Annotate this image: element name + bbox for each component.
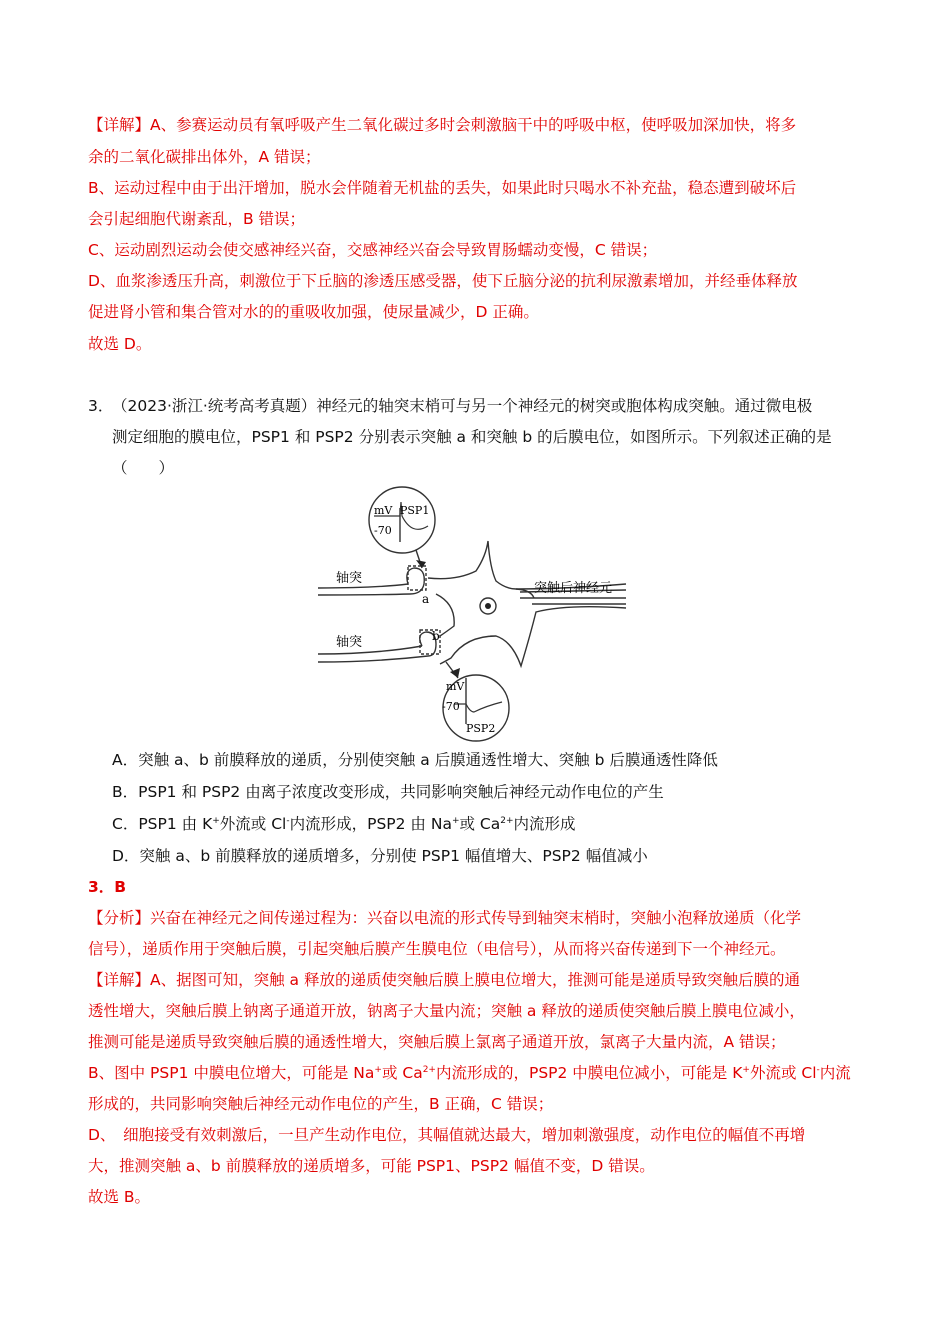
prev-detail-line-5: C、运动剧烈运动会使交感神经兴奋，交感神经兴奋会导致胃肠蠕动变慢，C 错误；	[88, 241, 658, 259]
detail-line-1: 【详解】A、据图可知，突触 a 释放的递质使突触后膜上膜电位增大，推测可能是递质导致突触后膜的通	[88, 971, 800, 989]
question-stem-line-2: 测定细胞的膜电位，PSP1 和 PSP2 分别表示突触 a 和突触 b 的后膜电位，如图所示。下列叙述正确的是	[112, 428, 832, 446]
question-stem-line-3: （ ）	[112, 459, 175, 477]
option-a: A．突触 a、b 前膜释放的递质，分别使突触 a 后膜通透性增大、突触 b 后膜通透性降低	[112, 751, 718, 769]
prev-detail-line-7: 促进肾小管和集合管对水的的重吸收加强，使尿量减少，D 正确。	[88, 303, 539, 321]
option-d: D．突触 a、b 前膜释放的递质增多，分别使 PSP1 幅值增大、PSP2 幅值减小	[112, 847, 648, 865]
prev-detail-line-1: 【详解】A、参赛运动员有氧呼吸产生二氧化碳过多时会刺激脑干中的呼吸中枢，使呼吸加深加快，将多	[88, 116, 797, 134]
prev-detail-line-4: 会引起细胞代谢紊乱，B 错误；	[88, 210, 306, 228]
analysis-line-1: 【分析】兴奋在神经元之间传递过程为：兴奋以电流的形式传导到轴突末梢时，突触小泡释放递质（化学	[88, 909, 802, 927]
prev-detail-line-3: B、运动过程中由于出汗增加，脱水会伴随着无机盐的丢失，如果此时只喝水不补充盐，稳态遭到破坏后	[88, 179, 797, 197]
option-c: C．PSP1 由 K+外流或 Cl-内流形成，PSP2 由 Na+或 $Ca^{2+}$内流形成	[112, 815, 576, 833]
prev-conclusion: 故选 D。	[88, 335, 152, 353]
synapse-diagram	[316, 486, 634, 742]
question-number: 3．	[88, 397, 114, 415]
label-v70-2: -70	[442, 700, 460, 713]
prev-detail-line-2: 余的二氧化碳排出体外，A 错误；	[88, 148, 321, 166]
option-b: B．PSP1 和 PSP2 由离子浓度改变形成，共同影响突触后神经元动作电位的产生	[112, 783, 664, 801]
label-psp1: PSP1	[400, 504, 430, 517]
question-stem-line-1: （2023·浙江·统考高考真题）神经元的轴突末梢可与另一个神经元的树突或胞体构成突触。通过微电极	[112, 397, 813, 415]
answer-conclusion: 故选 B。	[88, 1188, 151, 1206]
label-a: a	[422, 592, 430, 606]
label-psp2: PSP2	[466, 722, 496, 735]
label-mv-2: mV	[446, 680, 465, 693]
label-v70-1: -70	[374, 524, 392, 537]
detail-line-2: 透性增大，突触后膜上钠离子通道开放，钠离子大量内流；突触 a 释放的递质使突触后膜上膜电位减小，	[88, 1002, 805, 1020]
detail-line-5: 形成的，共同影响突触后神经元动作电位的产生，B 正确，C 错误；	[88, 1095, 554, 1113]
detail-line-4: B、图中 PSP1 中膜电位增大，可能是 Na+或 $Ca^{2+}$内流形成的，PSP2 中膜电位减小，可能是 K+外流或 Cl-内流	[88, 1064, 851, 1082]
label-postsynaptic: 突触后神经元	[534, 581, 613, 596]
label-axon-top: 轴突	[336, 571, 363, 586]
detail-line-3: 推测可能是递质导致突触后膜的通透性增大，突触后膜上氯离子通道开放，氯离子大量内流，A 错误；	[88, 1033, 786, 1051]
answer-key: 3．B	[88, 878, 127, 896]
detail-line-7: 大，推测突触 a、b 前膜释放的递质增多，可能 PSP1、PSP2 幅值不变，D 错误。	[88, 1157, 655, 1175]
analysis-line-2: 信号），递质作用于突触后膜，引起突触后膜产生膜电位（电信号），从而将兴奋传递到下一个神经元。	[88, 940, 786, 958]
prev-detail-line-6: D、血浆渗透压升高，刺激位于下丘脑的渗透压感受器，使下丘脑分泌的抗利尿激素增加，并经垂体释放	[88, 272, 798, 290]
label-mv-1: mV	[374, 504, 393, 517]
label-b: b	[432, 629, 440, 643]
label-axon-bottom: 轴突	[336, 635, 363, 650]
detail-line-6: D、 细胞接受有效刺激后，一旦产生动作电位，其幅值就达最大，增加刺激强度，动作电位的幅值不再增	[88, 1126, 806, 1144]
